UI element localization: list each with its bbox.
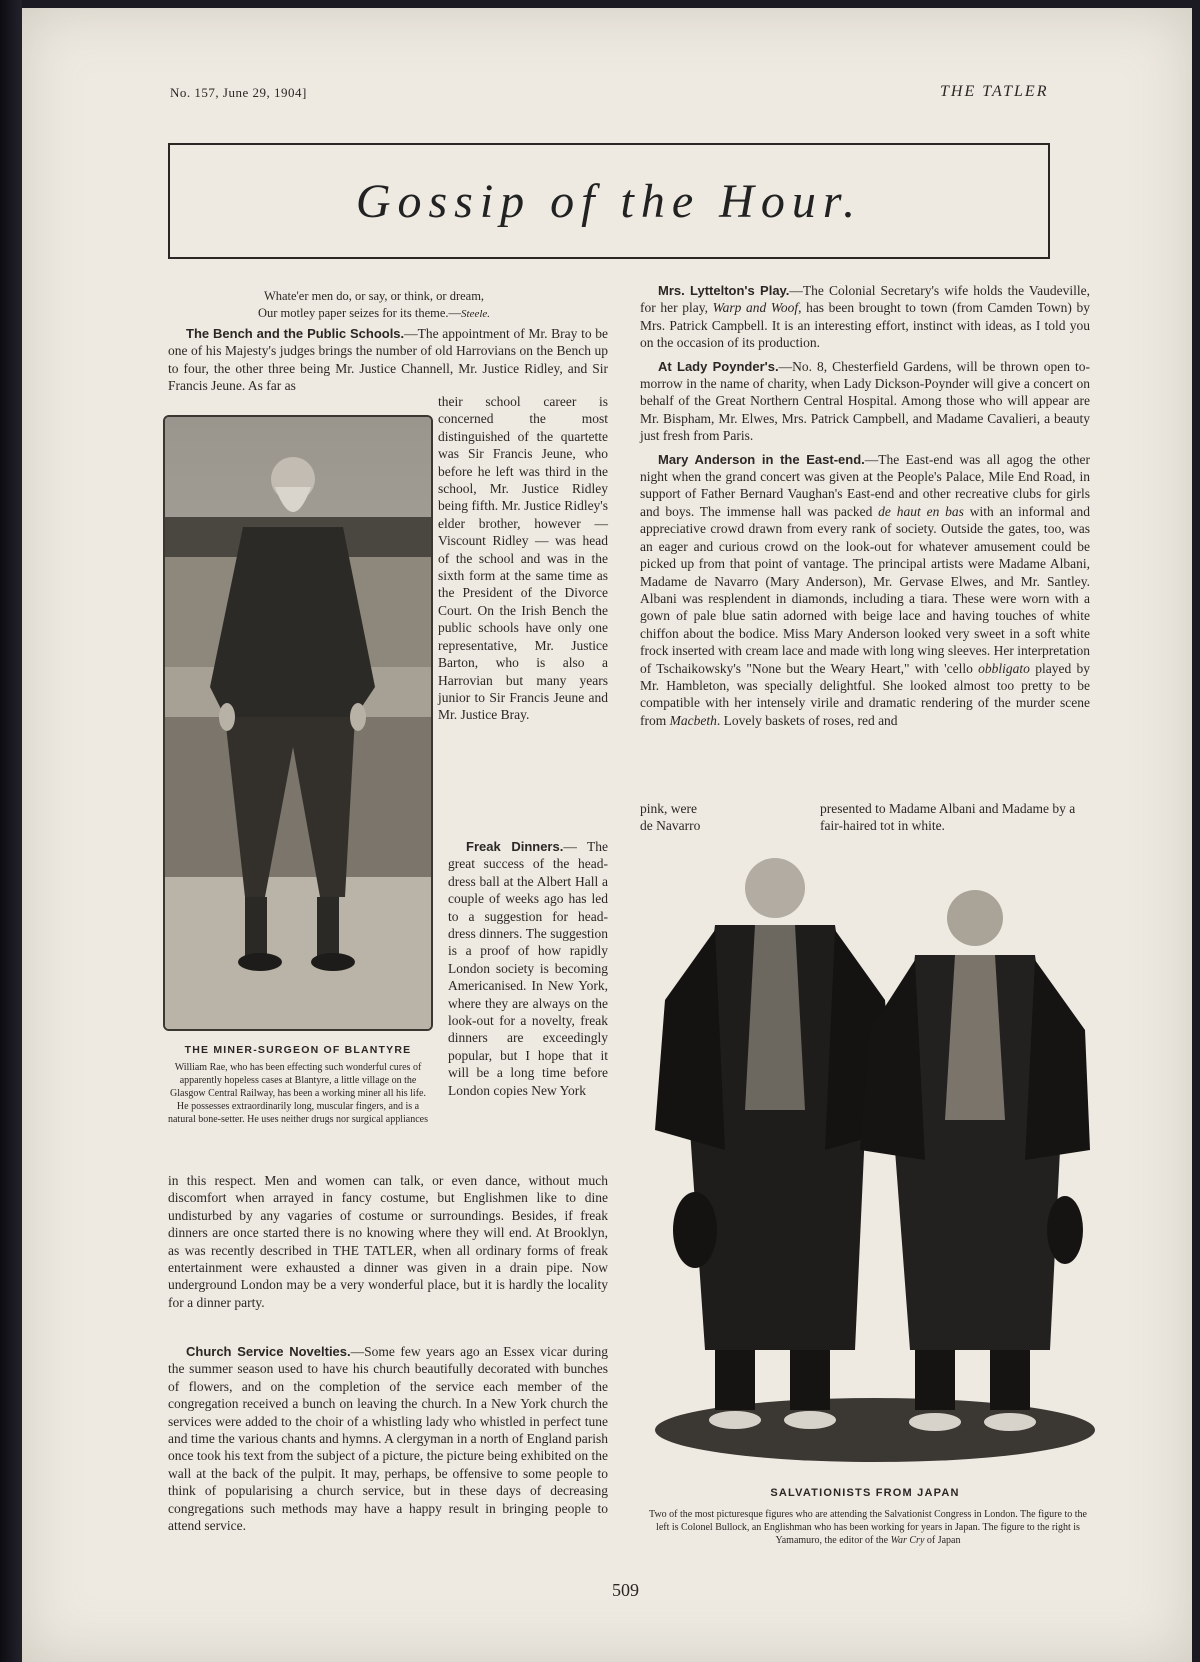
lyttelton-heading: Mrs. Lyttelton's Play. [658, 283, 790, 298]
motto-line-1: Whate'er men do, or say, or think, or dream, [263, 289, 485, 303]
salvationists-photo [645, 830, 1105, 1470]
anderson-end-right: presented to Madame Albani and Madame by a fair-haired tot in white. [820, 801, 1076, 834]
anderson-text-3: played by Mr. Hambleton, was specially delightful. She looked almost too pretty to be compatible with her intensely virile and dramatic rendering of the murder scene from [640, 660, 1091, 728]
motto-attribution: Steele. [461, 308, 491, 320]
salvationists-image [645, 830, 1105, 1470]
miner-figure-image [165, 417, 433, 1031]
poynder-heading: At Lady Poynder's. [658, 358, 779, 374]
anderson-phrase: de haut en bas [878, 503, 964, 519]
church-heading: Church Service Novelties. [186, 1344, 351, 1359]
page-title: Gossip of the Hour. [355, 174, 863, 228]
motto-line-2: Our motley paper seizes for its theme.— [257, 306, 462, 320]
salvationists-caption-text-1: Two of the most picturesque figures who are attending the Salvationist Congress in London. The figure to the left is Colonel Bullock, an Englishman who has been working for years in Japan. The figure to the right is Yamamuro, the editor of the [649, 1509, 1087, 1546]
freak-heading: Freak Dinners. [466, 839, 564, 854]
freak-text-1: — The great success of the head-dress ball at the Albert Hall a couple of weeks ago has led to a suggestion for head-dress dinners. The suggestion is a proof of how rapidly London society is becoming Americanised. In New York, where they are always on the look-out for a novelty, freak dinners are exceedingly popular, but I hope that it will be a long time before London copies New York [448, 839, 608, 1098]
title-box [168, 143, 1050, 259]
poynder-text: —No. 8, Chesterfield Gardens, will be thrown open to-morrow in the name of charity, when Lady Dickson-Poynder will give a concert on behalf of the Great Northern Central Hospital. Among those who will appear are Mr. Bispham, Mr. Elwes, Mrs. Patrick Campbell, and Madame Cavalieri, a beauty just fresh from Paris. [640, 358, 1091, 444]
anderson-heading: Mary Anderson in the East-end. [658, 451, 865, 467]
freak-article-bottom [168, 1172, 608, 1317]
war-cry-title: War Cry [890, 1535, 925, 1546]
bench-article-top [168, 325, 608, 401]
bench-text-1: —The appointment of Mr. Bray to be one of his Majesty's judges brings the number of old Harrovians on the Bench up to four, the other three being Mr. Justice Channell, Mr. Justice Ridley, and Sir Francis Jeune. As far as [168, 326, 608, 394]
page-number: 509 [612, 1580, 639, 1600]
play-title: Warp and Woof [712, 300, 799, 316]
church-article [168, 1343, 608, 1540]
miner-caption-title: THE MINER-SURGEON OF BLANTYRE [184, 1044, 412, 1056]
issue-line: No. 157, June 29, 1904] [170, 85, 307, 100]
anderson-text-4: . Lovely baskets of roses, red and [716, 712, 898, 728]
bench-article-wrap [438, 393, 608, 730]
salvationists-caption-body [648, 1508, 1088, 1547]
bench-heading: The Bench and the Public Schools. [186, 326, 405, 341]
motto [214, 288, 534, 323]
freak-article-top [448, 838, 608, 1105]
anderson-obbligato: obbligato [978, 660, 1030, 676]
freak-text-2: in this respect. Men and women can talk, or even dance, without much discomfort when arrayed in fancy costume, but Englishmen like to dine undisturbed by any vagaries of costume or surroundings. Besides, if freak dinners are once started there is no knowing where they will end. At Brooklyn, as was recently described in THE TATLER, when all ordinary forms of freak entertainment were exhausted a dinner was given in a drain pipe. Now underground London may be a very wonderful place, but it is hardly the locality for a dinner party. [168, 1173, 608, 1310]
anderson-text-2: with an informal and appreciative crowd drawn from every rank of society. Outside the gates, too, was an eager and curious crowd on the look-out for whatever amusement could be picked up from that point of vantage. The principal artists were Madame Albani, Madame de Navarro (Mary Anderson), Mr. Gervase Elwes, and Mr. Santley. Albani was resplendent in diamonds, including a tiara. These were worn with a gown of pale blue satin adorned with beige lace and having touches of white chiffon about the bodice. Miss Mary Anderson looked very sweet in a soft white frock inserted with cream lace and made with long wing sleeves. Her interpretation of Tschaikowsky's "None but the Weary Heart," with 'cello [640, 503, 1090, 676]
miner-photo [163, 415, 433, 1031]
anderson-end-left: pink, were de Navarro [640, 801, 701, 834]
salvationists-caption-title: SALVATIONISTS FROM JAPAN [770, 1487, 960, 1499]
anderson-macbeth: Macbeth [669, 712, 717, 728]
miner-caption-body: William Rae, who has been effecting such wonderful cures of apparently hopeless cases at Blantyre, a little village on the Glasgow Central Railway, has been a working miner all his life. He possesses extraordinarily long, muscular fingers, and is a natural bone-setter. He uses neither drugs nor surgical appliances [167, 1062, 428, 1125]
bench-text-2: their school career is concerned the most distinguished of the quartette was Sir Francis Jeune, who before he left was third in the school, Mr. Justice Ridley being fifth. Mr. Justice Ridley's elder brother, however — Viscount Ridley — was head of the school and was in the sixth form at the same time as the President of the Divorce Court. On the Irish Bench the public schools have only one representative, Mr. Justice Barton, who is also a Harrovian but many years junior to Sir Francis Jeune and Mr. Justice Bray. [438, 394, 608, 723]
right-column [640, 282, 1090, 735]
anderson-text-1: —The East-end was all agog the other night when the grand concert was given at the People's Palace, Mile End Road, in support of Father Bernard Vaughan's East-end and other recreative clubs for girls and boys. The immense hall was packed [640, 451, 1090, 519]
salvationists-caption-text-2: of Japan [926, 1535, 961, 1546]
church-text: —Some few years ago an Essex vicar during the summer season used to have his church beautifully decorated with bunches of flowers, and on the completion of the service each member of the congregation received a bunch on leaving the church. In a New York church the services were added to the choir of a whistling lady who whistled in perfect tune and time the various chants and hymns. A clergyman in a north of England parish once took his text from the subject of a picture, the picture being exhibited on the wall at the back of the pulpit. It may, perhaps, be offensive to some people to think of popularising a church service, but in these days of decreasing congregations such methods may have a happy result in bringing people to attend service. [168, 1344, 608, 1534]
magazine-name: THE TATLER [940, 83, 1049, 100]
lyttelton-text-post: , has been brought to town (from Camden Town) by Mrs. Patrick Campbell. It is an interesting effort, instinct with ideas, as I told you on the occasion of its production. [640, 300, 1090, 351]
binding-edge [0, 0, 22, 1662]
lyttelton-text-pre: —The Colonial Secretary's wife holds the Vaudeville, for her play, [640, 283, 1090, 316]
